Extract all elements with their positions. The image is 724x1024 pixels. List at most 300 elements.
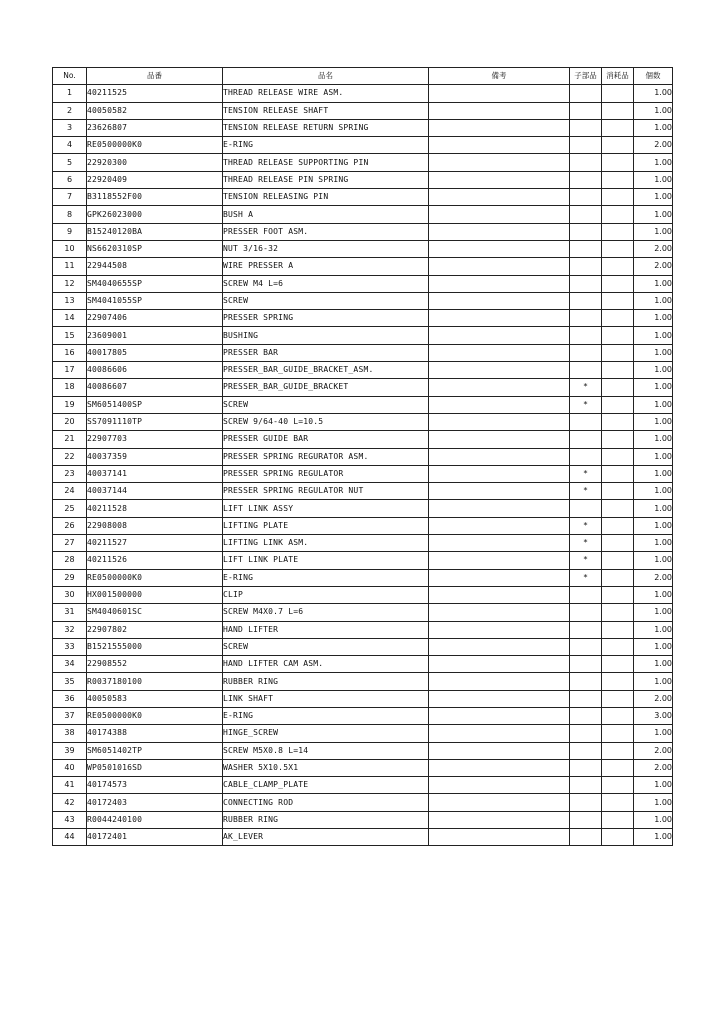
- cell-part-no: NS6620310SP: [87, 240, 223, 257]
- cell-no: 42: [53, 794, 87, 811]
- cell-note: [429, 690, 570, 707]
- cell-no: 39: [53, 742, 87, 759]
- cell-consumable: [602, 794, 634, 811]
- cell-consumable: [602, 742, 634, 759]
- table-row: [53, 396, 673, 413]
- cell-name: PRESSER SPRING REGURATOR ASM.: [223, 448, 429, 465]
- cell-part-no: HX001500000: [87, 586, 223, 603]
- table-row: [53, 448, 673, 465]
- cell-no: 41: [53, 777, 87, 794]
- cell-qty: 1.00: [634, 586, 673, 603]
- cell-part-no: RE0500000K0: [87, 707, 223, 724]
- cell-note: [429, 362, 570, 379]
- cell-child-part: [570, 811, 602, 828]
- cell-no: 14: [53, 310, 87, 327]
- cell-no: 9: [53, 223, 87, 240]
- cell-note: [429, 327, 570, 344]
- cell-consumable: [602, 811, 634, 828]
- cell-note: [429, 829, 570, 846]
- cell-note: [429, 794, 570, 811]
- cell-part-no: 40172403: [87, 794, 223, 811]
- cell-child-part: [570, 258, 602, 275]
- cell-qty: 1.00: [634, 535, 673, 552]
- cell-part-no: 22920409: [87, 171, 223, 188]
- cell-qty: 1.00: [634, 517, 673, 534]
- cell-qty: 2.00: [634, 759, 673, 776]
- table-row: [53, 500, 673, 517]
- cell-consumable: [602, 725, 634, 742]
- cell-part-no: 40211526: [87, 552, 223, 569]
- cell-note: [429, 638, 570, 655]
- cell-child-part: [570, 189, 602, 206]
- cell-part-no: 40174573: [87, 777, 223, 794]
- cell-note: [429, 604, 570, 621]
- cell-note: [429, 189, 570, 206]
- cell-qty: 1.00: [634, 413, 673, 430]
- cell-child-part: [570, 344, 602, 361]
- cell-consumable: [602, 206, 634, 223]
- cell-consumable: [602, 119, 634, 136]
- cell-part-no: 40050582: [87, 102, 223, 119]
- cell-qty: 2.00: [634, 240, 673, 257]
- cell-consumable: [602, 500, 634, 517]
- cell-no: 33: [53, 638, 87, 655]
- cell-qty: 1.00: [634, 292, 673, 309]
- cell-child-part: [570, 119, 602, 136]
- cell-name: AK_LEVER: [223, 829, 429, 846]
- header-note: 備考: [429, 68, 570, 85]
- cell-child-part: [570, 310, 602, 327]
- cell-note: [429, 535, 570, 552]
- cell-qty: 1.00: [634, 465, 673, 482]
- cell-note: [429, 811, 570, 828]
- cell-qty: 1.00: [634, 310, 673, 327]
- table-row: [53, 725, 673, 742]
- cell-name: BUSHING: [223, 327, 429, 344]
- cell-qty: 2.00: [634, 690, 673, 707]
- cell-consumable: [602, 707, 634, 724]
- table-row: [53, 535, 673, 552]
- cell-qty: 1.00: [634, 656, 673, 673]
- cell-name: CABLE_CLAMP_PLATE: [223, 777, 429, 794]
- cell-part-no: WP0501016SD: [87, 759, 223, 776]
- cell-child-part: *: [570, 517, 602, 534]
- cell-qty: 2.00: [634, 742, 673, 759]
- table-row: [53, 189, 673, 206]
- cell-qty: 3.00: [634, 707, 673, 724]
- cell-part-no: B3118552F00: [87, 189, 223, 206]
- table-row: [53, 638, 673, 655]
- cell-no: 22: [53, 448, 87, 465]
- cell-qty: 1.00: [634, 448, 673, 465]
- cell-qty: 1.00: [634, 327, 673, 344]
- cell-child-part: [570, 604, 602, 621]
- cell-no: 13: [53, 292, 87, 309]
- cell-qty: 1.00: [634, 811, 673, 828]
- cell-child-part: [570, 448, 602, 465]
- cell-note: [429, 465, 570, 482]
- cell-qty: 1.00: [634, 189, 673, 206]
- table-row: [53, 258, 673, 275]
- cell-child-part: [570, 171, 602, 188]
- cell-child-part: *: [570, 552, 602, 569]
- cell-no: 25: [53, 500, 87, 517]
- cell-no: 38: [53, 725, 87, 742]
- cell-name: PRESSER SPRING: [223, 310, 429, 327]
- cell-part-no: RE0500000K0: [87, 137, 223, 154]
- cell-note: [429, 569, 570, 586]
- table-row: [53, 206, 673, 223]
- cell-part-no: 22908552: [87, 656, 223, 673]
- cell-child-part: [570, 223, 602, 240]
- table-row: [53, 811, 673, 828]
- table-row: [53, 656, 673, 673]
- cell-part-no: 22908008: [87, 517, 223, 534]
- cell-qty: 1.00: [634, 777, 673, 794]
- cell-part-no: GPK26023000: [87, 206, 223, 223]
- parts-list-table: [52, 67, 673, 846]
- cell-note: [429, 171, 570, 188]
- cell-consumable: [602, 258, 634, 275]
- cell-child-part: [570, 586, 602, 603]
- table-header-row: [53, 68, 673, 85]
- cell-qty: 1.00: [634, 154, 673, 171]
- cell-no: 18: [53, 379, 87, 396]
- cell-note: [429, 483, 570, 500]
- cell-child-part: [570, 362, 602, 379]
- cell-note: [429, 707, 570, 724]
- cell-note: [429, 344, 570, 361]
- table-row: [53, 777, 673, 794]
- cell-qty: 1.00: [634, 431, 673, 448]
- cell-name: RUBBER RING: [223, 673, 429, 690]
- cell-child-part: [570, 777, 602, 794]
- cell-child-part: *: [570, 379, 602, 396]
- cell-child-part: [570, 85, 602, 102]
- cell-qty: 1.00: [634, 621, 673, 638]
- cell-part-no: 40050583: [87, 690, 223, 707]
- cell-no: 31: [53, 604, 87, 621]
- cell-qty: 1.00: [634, 829, 673, 846]
- table-row: [53, 586, 673, 603]
- cell-note: [429, 379, 570, 396]
- cell-qty: 1.00: [634, 102, 673, 119]
- cell-qty: 1.00: [634, 483, 673, 500]
- cell-consumable: [602, 240, 634, 257]
- table-row: [53, 569, 673, 586]
- cell-child-part: [570, 673, 602, 690]
- cell-consumable: [602, 535, 634, 552]
- cell-name: PRESSER BAR: [223, 344, 429, 361]
- cell-no: 2: [53, 102, 87, 119]
- cell-no: 7: [53, 189, 87, 206]
- cell-consumable: [602, 586, 634, 603]
- cell-qty: 1.00: [634, 552, 673, 569]
- cell-name: PRESSER SPRING REGULATOR NUT: [223, 483, 429, 500]
- cell-no: 28: [53, 552, 87, 569]
- table-body: [53, 85, 673, 846]
- cell-consumable: [602, 362, 634, 379]
- cell-name: LINK SHAFT: [223, 690, 429, 707]
- cell-name: E-RING: [223, 707, 429, 724]
- cell-no: 16: [53, 344, 87, 361]
- cell-child-part: [570, 275, 602, 292]
- cell-child-part: [570, 137, 602, 154]
- table-row: [53, 344, 673, 361]
- cell-child-part: [570, 206, 602, 223]
- cell-consumable: [602, 189, 634, 206]
- cell-note: [429, 431, 570, 448]
- cell-name: PRESSER_BAR_GUIDE_BRACKET: [223, 379, 429, 396]
- table-row: [53, 171, 673, 188]
- table-row: [53, 829, 673, 846]
- cell-part-no: SM6051402TP: [87, 742, 223, 759]
- cell-part-no: 40086607: [87, 379, 223, 396]
- cell-part-no: 40172401: [87, 829, 223, 846]
- cell-name: NUT 3/16-32: [223, 240, 429, 257]
- cell-note: [429, 119, 570, 136]
- cell-no: 32: [53, 621, 87, 638]
- cell-part-no: 40086606: [87, 362, 223, 379]
- cell-qty: 1.00: [634, 396, 673, 413]
- table-row: [53, 517, 673, 534]
- cell-qty: 1.00: [634, 604, 673, 621]
- cell-consumable: [602, 310, 634, 327]
- cell-child-part: [570, 154, 602, 171]
- cell-child-part: [570, 742, 602, 759]
- cell-no: 29: [53, 569, 87, 586]
- cell-name: SCREW M4 L=6: [223, 275, 429, 292]
- header-child-part: 子部品: [570, 68, 602, 85]
- cell-name: SCREW: [223, 292, 429, 309]
- cell-qty: 2.00: [634, 137, 673, 154]
- cell-consumable: [602, 483, 634, 500]
- table-row: [53, 742, 673, 759]
- cell-no: 4: [53, 137, 87, 154]
- cell-child-part: *: [570, 396, 602, 413]
- cell-part-no: SS7091110TP: [87, 413, 223, 430]
- table-row: [53, 604, 673, 621]
- table-row: [53, 240, 673, 257]
- cell-note: [429, 396, 570, 413]
- cell-qty: 1.00: [634, 206, 673, 223]
- cell-no: 37: [53, 707, 87, 724]
- table-row: [53, 794, 673, 811]
- cell-note: [429, 621, 570, 638]
- cell-no: 20: [53, 413, 87, 430]
- table-row: [53, 310, 673, 327]
- cell-qty: 1.00: [634, 85, 673, 102]
- cell-child-part: [570, 656, 602, 673]
- cell-qty: 2.00: [634, 258, 673, 275]
- table-row: [53, 327, 673, 344]
- cell-name: THREAD RELEASE WIRE ASM.: [223, 85, 429, 102]
- cell-child-part: [570, 413, 602, 430]
- table-row: [53, 483, 673, 500]
- cell-no: 8: [53, 206, 87, 223]
- cell-name: SCREW: [223, 638, 429, 655]
- table-row: [53, 759, 673, 776]
- cell-part-no: SM4040601SC: [87, 604, 223, 621]
- header-consumable: 消耗品: [602, 68, 634, 85]
- cell-name: CLIP: [223, 586, 429, 603]
- cell-consumable: [602, 413, 634, 430]
- cell-note: [429, 275, 570, 292]
- table-row: [53, 102, 673, 119]
- cell-child-part: [570, 240, 602, 257]
- cell-note: [429, 517, 570, 534]
- cell-child-part: [570, 690, 602, 707]
- cell-note: [429, 223, 570, 240]
- cell-child-part: *: [570, 569, 602, 586]
- cell-no: 30: [53, 586, 87, 603]
- cell-note: [429, 413, 570, 430]
- cell-note: [429, 777, 570, 794]
- table-row: [53, 465, 673, 482]
- cell-part-no: B15240120BA: [87, 223, 223, 240]
- cell-part-no: 40211528: [87, 500, 223, 517]
- cell-no: 12: [53, 275, 87, 292]
- cell-consumable: [602, 690, 634, 707]
- cell-consumable: [602, 621, 634, 638]
- cell-no: 24: [53, 483, 87, 500]
- cell-qty: 1.00: [634, 725, 673, 742]
- cell-name: PRESSER_BAR_GUIDE_BRACKET_ASM.: [223, 362, 429, 379]
- cell-consumable: [602, 777, 634, 794]
- cell-child-part: [570, 759, 602, 776]
- cell-consumable: [602, 569, 634, 586]
- table-row: [53, 431, 673, 448]
- cell-note: [429, 154, 570, 171]
- cell-no: 44: [53, 829, 87, 846]
- cell-consumable: [602, 673, 634, 690]
- cell-child-part: *: [570, 465, 602, 482]
- table-row: [53, 413, 673, 430]
- cell-note: [429, 673, 570, 690]
- table-row: [53, 690, 673, 707]
- cell-name: LIFTING PLATE: [223, 517, 429, 534]
- cell-qty: 1.00: [634, 794, 673, 811]
- cell-no: 43: [53, 811, 87, 828]
- table-row: [53, 223, 673, 240]
- cell-no: 17: [53, 362, 87, 379]
- cell-part-no: 22944508: [87, 258, 223, 275]
- cell-name: THREAD RELEASE PIN SPRING: [223, 171, 429, 188]
- header-name: 品名: [223, 68, 429, 85]
- table-row: [53, 292, 673, 309]
- cell-qty: 1.00: [634, 119, 673, 136]
- cell-name: PRESSER GUIDE BAR: [223, 431, 429, 448]
- cell-child-part: [570, 829, 602, 846]
- cell-child-part: [570, 794, 602, 811]
- cell-name: PRESSER SPRING REGULATOR: [223, 465, 429, 482]
- table-row: [53, 673, 673, 690]
- cell-qty: 1.00: [634, 638, 673, 655]
- cell-name: LIFT LINK ASSY: [223, 500, 429, 517]
- cell-consumable: [602, 396, 634, 413]
- cell-note: [429, 725, 570, 742]
- cell-note: [429, 656, 570, 673]
- cell-part-no: SM4041055SP: [87, 292, 223, 309]
- cell-name: SCREW M4X0.7 L=6: [223, 604, 429, 621]
- cell-child-part: *: [570, 535, 602, 552]
- cell-part-no: RE0500000K0: [87, 569, 223, 586]
- table-row: [53, 552, 673, 569]
- cell-consumable: [602, 102, 634, 119]
- table-row: [53, 154, 673, 171]
- cell-consumable: [602, 275, 634, 292]
- table-row: [53, 707, 673, 724]
- cell-part-no: R0037180100: [87, 673, 223, 690]
- cell-no: 3: [53, 119, 87, 136]
- cell-name: BUSH A: [223, 206, 429, 223]
- cell-consumable: [602, 154, 634, 171]
- cell-consumable: [602, 465, 634, 482]
- cell-consumable: [602, 171, 634, 188]
- cell-qty: 1.00: [634, 275, 673, 292]
- cell-name: E-RING: [223, 569, 429, 586]
- cell-part-no: B1521555000: [87, 638, 223, 655]
- cell-child-part: [570, 638, 602, 655]
- cell-name: WASHER 5X10.5X1: [223, 759, 429, 776]
- cell-note: [429, 258, 570, 275]
- cell-name: TENSION RELEASE SHAFT: [223, 102, 429, 119]
- cell-part-no: 22907802: [87, 621, 223, 638]
- cell-part-no: SM4040655SP: [87, 275, 223, 292]
- cell-part-no: 40017805: [87, 344, 223, 361]
- cell-no: 1: [53, 85, 87, 102]
- cell-consumable: [602, 759, 634, 776]
- cell-note: [429, 85, 570, 102]
- cell-consumable: [602, 638, 634, 655]
- cell-note: [429, 206, 570, 223]
- cell-consumable: [602, 344, 634, 361]
- cell-part-no: 22920300: [87, 154, 223, 171]
- cell-qty: 1.00: [634, 171, 673, 188]
- table-row: [53, 379, 673, 396]
- cell-no: 11: [53, 258, 87, 275]
- cell-no: 27: [53, 535, 87, 552]
- cell-consumable: [602, 604, 634, 621]
- cell-child-part: [570, 292, 602, 309]
- cell-part-no: 40037359: [87, 448, 223, 465]
- cell-part-no: 22907406: [87, 310, 223, 327]
- cell-qty: 1.00: [634, 223, 673, 240]
- cell-part-no: 23609001: [87, 327, 223, 344]
- cell-note: [429, 310, 570, 327]
- cell-part-no: SM6051400SP: [87, 396, 223, 413]
- cell-note: [429, 500, 570, 517]
- cell-name: TENSION RELEASE RETURN SPRING: [223, 119, 429, 136]
- table-row: [53, 621, 673, 638]
- cell-no: 26: [53, 517, 87, 534]
- cell-name: LIFT LINK PLATE: [223, 552, 429, 569]
- cell-consumable: [602, 656, 634, 673]
- cell-part-no: 40211527: [87, 535, 223, 552]
- cell-qty: 1.00: [634, 362, 673, 379]
- cell-part-no: 40037144: [87, 483, 223, 500]
- cell-name: HAND LIFTER: [223, 621, 429, 638]
- table-row: [53, 275, 673, 292]
- cell-qty: 1.00: [634, 500, 673, 517]
- cell-consumable: [602, 379, 634, 396]
- cell-note: [429, 552, 570, 569]
- cell-child-part: *: [570, 483, 602, 500]
- cell-qty: 1.00: [634, 673, 673, 690]
- cell-note: [429, 240, 570, 257]
- cell-note: [429, 292, 570, 309]
- cell-child-part: [570, 707, 602, 724]
